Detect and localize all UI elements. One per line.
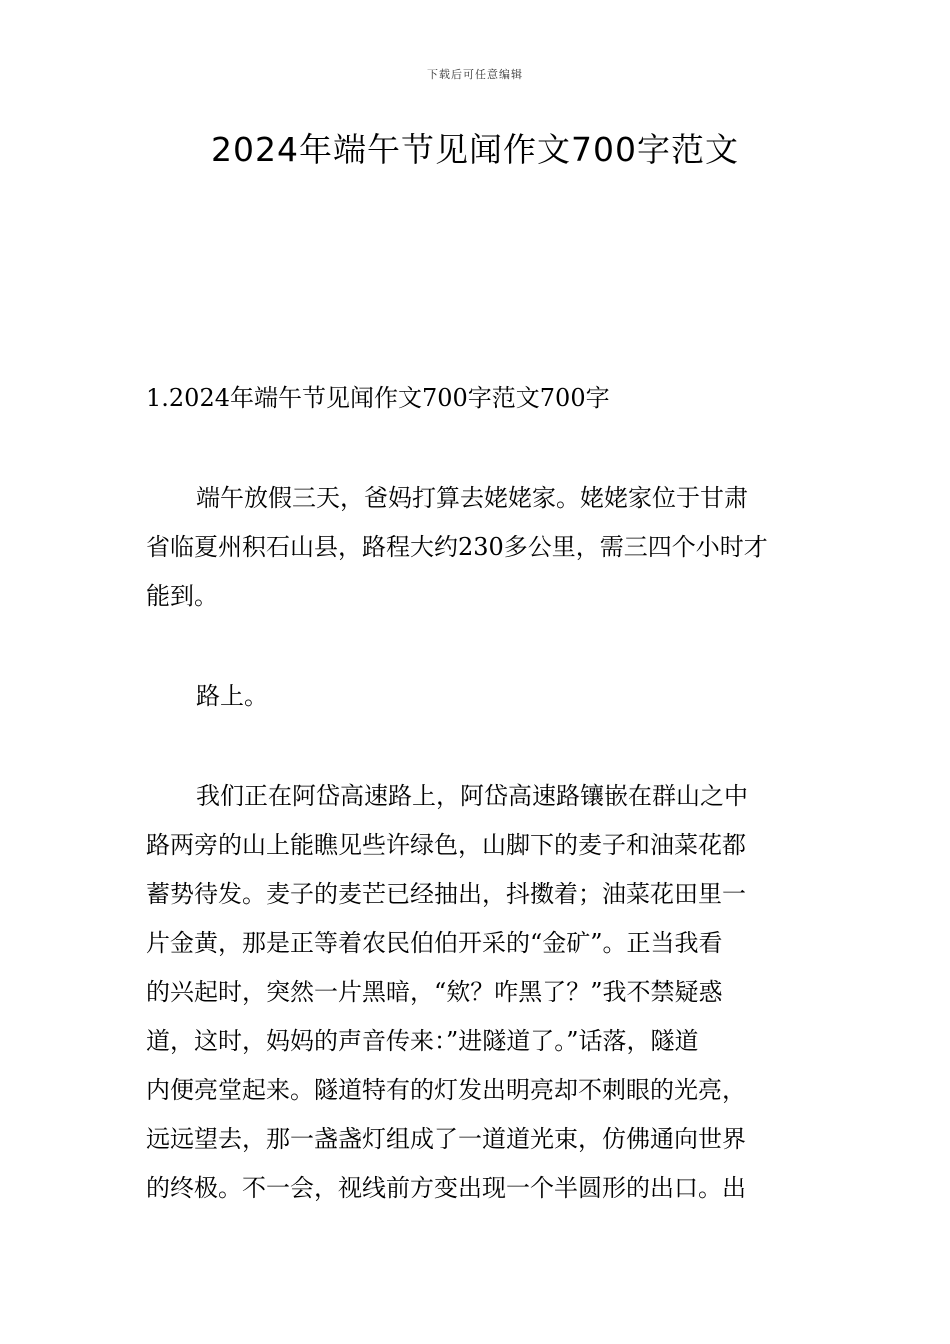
paragraph-line: 路两旁的山上能瞧见些许绿色，山脚下的麦子和油菜花都 bbox=[146, 831, 746, 859]
paragraph-line: 的兴起时，突然一片黑暗，“欸？咋黑了？”我不禁疑惑 bbox=[146, 978, 723, 1006]
section-heading: 1.2024年端午节见闻作文700字范文700字 bbox=[146, 384, 610, 412]
paragraph-line: 端午放假三天，爸妈打算去姥姥家。姥姥家位于甘肃 bbox=[196, 484, 748, 512]
paragraph-line: 能到。 bbox=[146, 582, 218, 610]
paragraph bbox=[146, 672, 806, 721]
paragraph bbox=[146, 772, 806, 1213]
paragraph-line: 路上。 bbox=[196, 682, 268, 710]
paragraph-line: 蓄势待发。麦子的麦芒已经抽出，抖擞着；油菜花田里一 bbox=[146, 880, 746, 908]
paragraph-line: 我们正在阿岱高速路上，阿岱高速路镶嵌在群山之中 bbox=[196, 782, 748, 810]
paragraph bbox=[146, 474, 806, 621]
paragraph-line: 片金黄，那是正等着农民伯伯开采的“金矿”。正当我看 bbox=[146, 929, 723, 957]
paragraph-line: 的终极。不一会，视线前方变出现一个半圆形的出口。出 bbox=[146, 1174, 746, 1202]
paragraph-line: 远远望去，那一盏盏灯组成了一道道光束，仿佛通向世界 bbox=[146, 1125, 746, 1153]
document-title: 2024年端午节见闻作文700字范文 bbox=[211, 130, 739, 169]
header-note: 下载后可任意编辑 bbox=[427, 68, 523, 81]
paragraph-line: 省临夏州积石山县，路程大约230多公里，需三四个小时才 bbox=[146, 533, 768, 561]
paragraph-line: 道，这时，妈妈的声音传来：”进隧道了。”话落，隧道 bbox=[146, 1027, 699, 1055]
paragraph-line: 内便亮堂起来。隧道特有的灯发出明亮却不刺眼的光亮， bbox=[146, 1076, 746, 1104]
